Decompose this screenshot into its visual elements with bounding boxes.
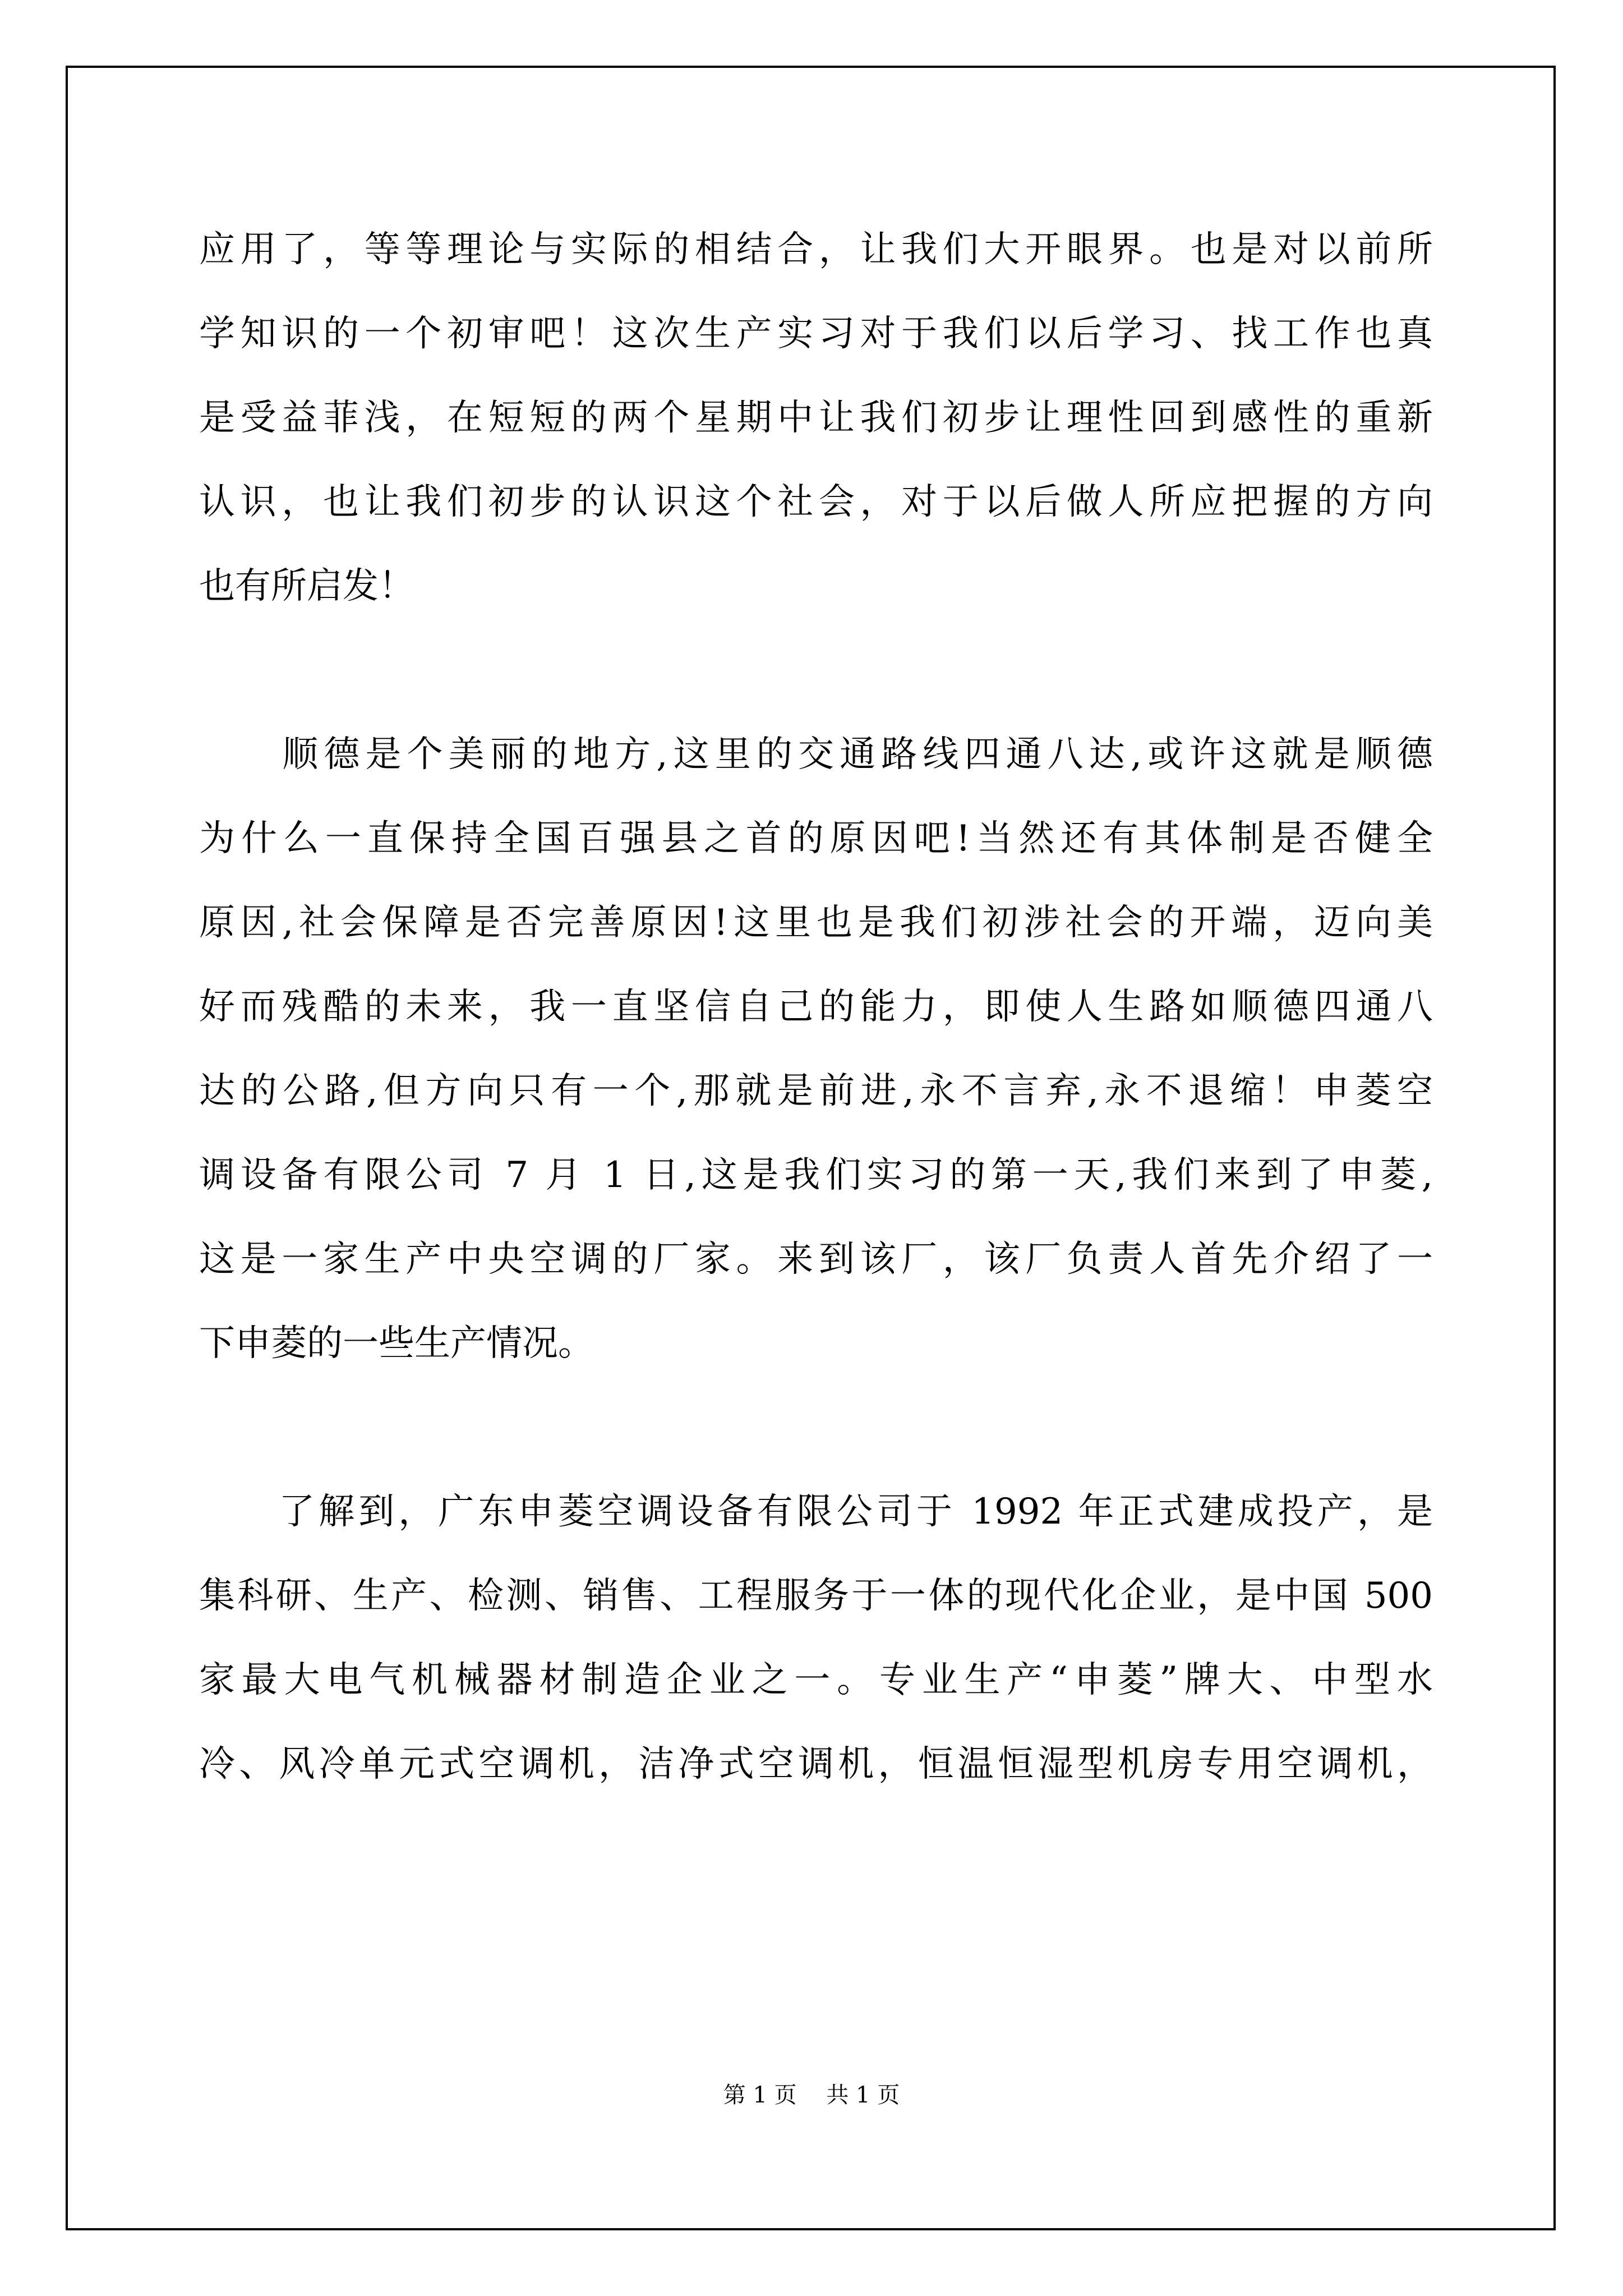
paragraph-gap [199,628,1433,712]
text-line: 调设备有限公司 7 月 1 日,这是我们实习的第一天,我们来到了申菱, [199,1154,1433,1196]
paragraph-gap [199,1386,1433,1470]
text-line: 是受益菲浅，在短短的两个星期中让我们初步让理性回到感性的重新 [199,397,1433,439]
text-line: 也有所启发！ [199,565,414,607]
text-line: 为什么一直保持全国百强县之首的原因吧!当然还有其体制是否健全 [199,818,1433,859]
text-line: 学知识的一个初审吧！这次生产实习对于我们以后学习、找工作也真 [199,313,1433,355]
text-line: 冷、风冷单元式空调机，洁净式空调机，恒温恒湿型机房专用空调机， [199,1743,1433,1785]
text-line: 认识，也让我们初步的认识这个社会，对于以后做人所应把握的方向 [199,481,1433,523]
text-line: 原因,社会保障是否完善原因!这里也是我们初涉社会的开端，迈向美 [199,902,1433,944]
text-line: 集科研、生产、检测、销售、工程服务于一体的现代化企业，是中国 500 [199,1575,1433,1617]
text-line: 好而残酷的未来，我一直坚信自己的能力，即使人生路如顺德四通八 [199,986,1433,1028]
text-line: 下申菱的一些生产情况。 [199,1323,594,1364]
text-line: 达的公路,但方向只有一个,那就是前进,永不言弃,永不退缩！申菱空 [199,1070,1433,1112]
text-line: 家最大电气机械器材制造企业之一。专业生产“申菱”牌大、中型水 [199,1659,1433,1701]
text-line: 顺德是个美丽的地方,这里的交通路线四通八达,或许这就是顺德 [199,734,1433,775]
text-line: 应用了，等等理论与实际的相结合，让我们大开眼界。也是对以前所 [199,229,1433,270]
page-number-footer: 第 1 页 共 1 页 [723,2082,900,2108]
document-body [199,208,1433,1806]
text-line: 这是一家生产中央空调的厂家。来到该厂，该厂负责人首先介绍了一 [199,1239,1433,1280]
text-line: 了解到，广东申菱空调设备有限公司于 1992 年正式建成投产，是 [199,1491,1433,1533]
